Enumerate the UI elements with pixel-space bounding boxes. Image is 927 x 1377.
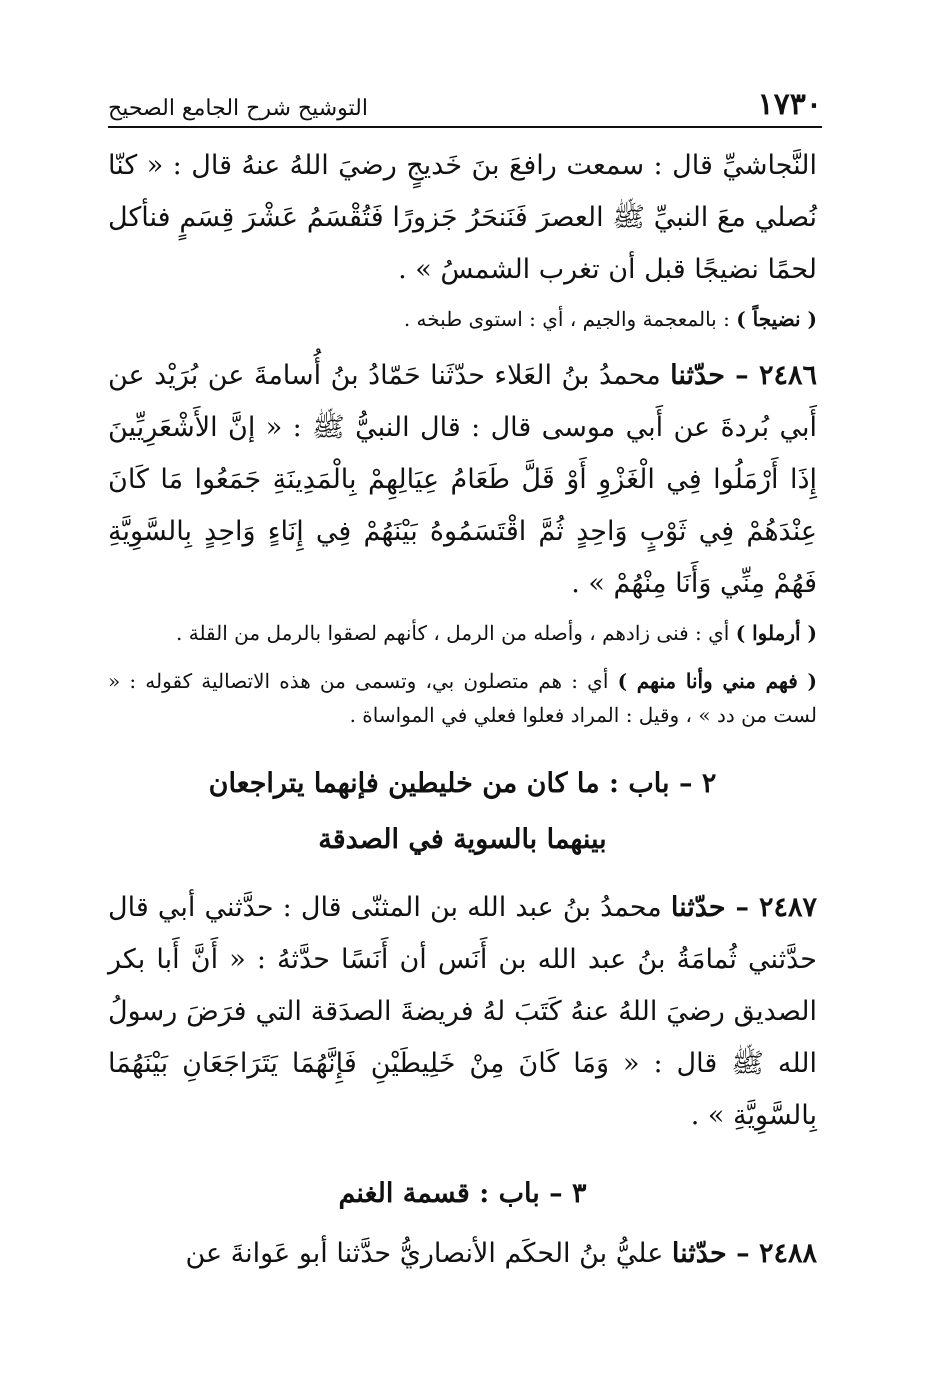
hadith-number: ٢٤٨٧ – حدّثنا (670, 892, 817, 923)
note-term: ( فهم مني وأنا منهم ) (617, 669, 818, 693)
hadith-number: ٢٤٨٦ – حدّثنا (670, 360, 817, 391)
page-number: ١٧٣٠ (757, 87, 822, 122)
running-title: التوشيح شرح الجامع الصحيح (108, 96, 368, 121)
hadith-number: ٢٤٨٨ – حدّثنا (671, 1238, 817, 1269)
hadith-2487 (108, 882, 817, 1142)
chapter-heading-2 (108, 756, 817, 868)
hadith-text: محمدُ بنُ عبد الله بن المثنّى قال : حدَّثني أبي قال حدَّثني ثُمامَةُ بنُ عبد الله بن أَنَس أن أَنَسًا حدَّثهُ : « أَنَّ أَبا بكر الصديق رضيَ اللهُ عنهُ كَتَبَ لهُ فريضةَ الصدَقة التي فرَضَ رسولُ الله ﷺ قال : « وَمَا كَانَ مِنْ خَلِيطَيْنِ فَإِنَّهُمَا يَتَرَاجَعَانِ بَيْنَهُمَا بِالسَّوِيَّةِ » . (108, 892, 817, 1131)
page-header (108, 80, 822, 120)
note-text: أي : هم متصلون بي، وتسمى من هذه الاتصالية كقوله : « لست من دد » ، وقيل : المراد فعلوا فعلي في المواساة . (108, 669, 817, 727)
hadith-2486 (108, 350, 817, 610)
chapter-heading-3: ٣ – باب : قسمة الغنم (338, 1178, 587, 1209)
note-text: أي : فنى زادهم ، وأصله من الرمل ، كأنهم لصقوا بالرمل من القلة . (176, 621, 736, 645)
chapter-heading-line: ٢ – باب : ما كان من خليطين فإنهما يتراجعان (208, 768, 717, 799)
note-term: ( نضيجاً ) (736, 307, 817, 331)
page-body (108, 140, 817, 1280)
commentary-note-minni (108, 664, 817, 732)
commentary-note-nadij (108, 302, 817, 336)
hadith-text: عليُّ بنُ الحكَم الأنصاريُّ حدَّثنا أبو عَوانةَ عن (185, 1238, 672, 1269)
hadith-2488 (108, 1228, 817, 1280)
commentary-note-armalu (108, 616, 817, 650)
header-divider (108, 126, 822, 128)
note-term: ( أرملوا ) (735, 621, 817, 645)
hadith-continuation: النَّجاشيِّ قال : سمعت رافعَ بنَ خَديجٍ رضيَ اللهُ عنهُ قال : « كنّا نُصلي معَ النبيِّ ﷺ العصرَ فَنَنحَرُ جَزورًا فَتُقْسَمُ عَشْرَ قِسَمٍ فنأكل لحمًا نضيجًا قبل أن تغرب الشمسُ » . (108, 150, 817, 285)
chapter-heading-line: بينهما بالسوية في الصدقة (318, 824, 607, 855)
hadith-text: محمدُ بنُ العَلاء حدّثَنا حَمّادُ بنُ أُسامةَ عن بُرَيْد عن أَبي بُردةَ عن أَبي موسى قال : قال النبيُّ ﷺ : « إنَّ الأَشْعَرِيِّينَ إِذَا أَرْمَلُوا فِي الْغَزْوِ أَوْ قَلَّ طَعَامُ عِيَالِهِمْ بِالْمَدِينَةِ جَمَعُوا مَا كَانَ عِنْدَهُمْ فِي ثَوْبٍ وَاحِدٍ ثُمَّ اقْتَسَمُوهُ بَيْنَهُمْ فِي إِنَاءٍ وَاحِدٍ بِالسَّوِيَّةِ فَهُمْ مِنِّي وَأَنَا مِنْهُمْ » . (108, 360, 817, 599)
note-text: : بالمعجمة والجيم ، أي : استوى طبخه . (403, 307, 737, 331)
